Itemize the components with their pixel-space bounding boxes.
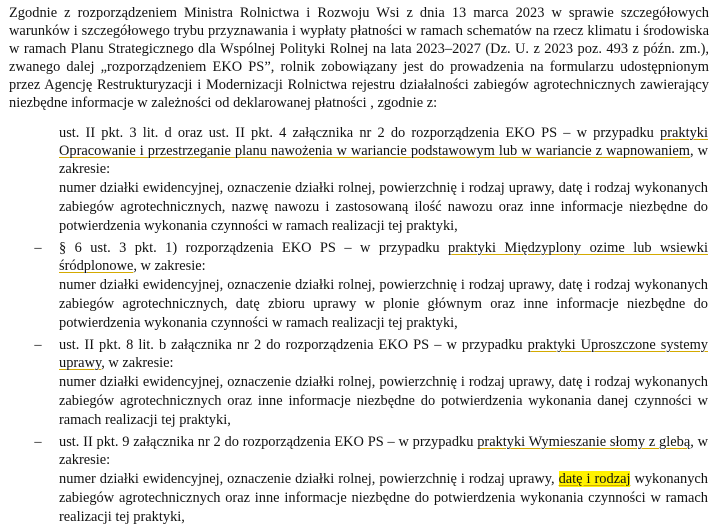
list-item-straw-mixing: [9, 433, 709, 527]
practice-name: praktyki Opracowanie i przestrzeganie planu nawożenia w wariancie podstawowym lub w wariancie z wapnowaniem: [59, 125, 708, 159]
practice-name: praktyki Wymieszanie słomy z glebą: [477, 434, 691, 450]
item-legal-basis: ust. II pkt. 8 lit. b załącznika nr 2 do rozporządzenia EKO PS – w przypadku: [59, 337, 528, 353]
content-text: numer działki ewidencyjnej, oznaczenie działki rolnej, powierzchnię i rodzaj uprawy,: [59, 471, 559, 487]
item-scope-content: numer działki ewidencyjnej, oznaczenie działki rolnej, powierzchnię i rodzaj uprawy, datę i rodzaj wykonanych zabiegów agrotechnicznych, datę zbioru uprawy w plonie głównym oraz inne informacje niezbędne do potwierdzenia wykonania czynności w ramach realizacji tej praktyki,: [59, 277, 708, 331]
list-item-simplified-tillage: [9, 336, 709, 430]
item-heading: [59, 239, 708, 275]
content-text: wykonanych zabiegów agrotechnicznych oraz inne informacje niezbędne do potwierdzenia wykonania czynności w ramach realizacji tej praktyki,: [59, 471, 708, 525]
item-legal-basis: § 6 ust. 3 pkt. 1) rozporządzenia EKO PS – w przypadku: [59, 240, 449, 256]
practice-name: praktyki Uproszczone systemy uprawy: [59, 337, 708, 371]
item-legal-basis: ust. II pkt. 9 załącznika nr 2 do rozporządzenia EKO PS – w przypadku: [59, 434, 478, 450]
item-legal-basis: ust. II pkt. 3 lit. d oraz ust. II pkt. 4 załącznika nr 2 do rozporządzenia EKO PS – w przypadku: [59, 125, 661, 141]
item-scope-content: [59, 470, 708, 527]
list-item-catch-crops: [9, 239, 709, 333]
item-scope-content: numer działki ewidencyjnej, oznaczenie działki rolnej, powierzchnię i rodzaj uprawy, datę i rodzaj wykonanych zabiegów agrotechnicznych oraz inne informacje niezbędne do potwierdzenia wykonania danej czynności w ramach realizacji tej praktyki,: [59, 374, 708, 428]
highlighted-text: datę i rodzaj: [558, 471, 631, 487]
item-scope-label: , w zakresie:: [101, 355, 174, 371]
practice-name: praktyki Międzyplony ozime lub wsiewki śródplonowe: [59, 240, 708, 274]
item-scope-label: , w zakresie:: [59, 143, 708, 177]
list-bullet: –: [34, 337, 42, 353]
item-heading: [59, 433, 708, 469]
item-scope-content: numer działki ewidencyjnej, oznaczenie działki rolnej, powierzchnię i rodzaj uprawy, datę i rodzaj wykonanych zabiegów agrotechnicznych, nazwę nawozu i zastosowaną ilość nawozu oraz inne informacje niezbędne do potwierdzenia wykonania czynności w ramach realizacji tej praktyki,: [59, 180, 708, 234]
requirements-list: [9, 124, 709, 527]
list-bullet: –: [34, 434, 42, 450]
intro-paragraph: Zgodnie z rozporządzeniem Ministra Rolnictwa i Rozwoju Wsi z dnia 13 marca 2023 w sprawie szczegółowych warunków i szczegółowego trybu przyznawania i wypłaty płatności w ramach schematów na rzecz klimatu i środowiska w ramach Planu Strategicznego dla Wspólnej Polityki Rolnej na lata 2023–2027 (Dz. U. z 2023 poz. 493 z późn. zm.), zwanego dalej „rozporządzeniem EKO PS”, rolnik zobowiązany jest do prowadzenia na formularzu udostępnionym przez Agencję Restrukturyzacji i Modernizacji Rolnictwa rejestru działalności zabiegów agrotechnicznych zawierający niezbędne informacje w zależności od deklarowanej płatności , zgodnie z:: [9, 5, 709, 111]
item-heading: [59, 124, 708, 178]
list-bullet: –: [34, 240, 42, 256]
item-heading: [59, 336, 708, 372]
list-item-fertilization-plan: [9, 124, 709, 236]
item-scope-label: , w zakresie:: [59, 434, 708, 468]
item-scope-label: , w zakresie:: [133, 258, 206, 274]
